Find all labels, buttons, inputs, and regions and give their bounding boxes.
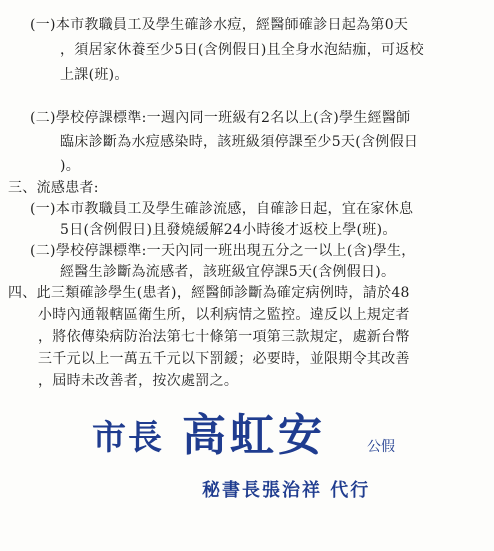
section-heading: 三、流感患者: [8, 180, 99, 196]
text-line: (二)學校停課標準:一週內同一班級有2名以上(含)學生經醫師 [30, 110, 411, 126]
text-line: ，須居家休養至少5日(含例假日)且全身水泡結痂，可返校 [60, 42, 424, 58]
text-line: ，將依傳染病防治法第七十條第一項第三款規定，處新台幣 [38, 329, 410, 345]
text-line: ，屆時未改善者，按次處罰之。 [38, 373, 239, 389]
text-line: 5日(含例假日)且發燒緩解24小時後才返校上學(班)。 [60, 222, 397, 238]
text-line: 小時內通報轄區衛生所，以利病情之監控。違反以上規定者 [38, 307, 410, 323]
signature-name: 高虹安 [182, 410, 326, 461]
text-line: (一)本市教職員工及學生確診水痘，經醫師確診日起為第0天 [30, 17, 409, 33]
text-line: 三千元以上一萬五千元以下罰鍰；必要時，並限期令其改善 [38, 351, 410, 367]
text-line: )。 [60, 158, 81, 174]
section-heading: 四、此三類確診學生(患者)，經醫師診斷為確定病例時，請於48 [8, 285, 410, 301]
text-line: 上課(班)。 [60, 67, 129, 83]
signature-note: 公假 [367, 439, 395, 455]
signature-block [0, 410, 494, 520]
signature-title: 市長 [92, 418, 164, 458]
text-line: 臨床診斷為水痘感染時，該班級須停課至少5天(含例假日 [60, 134, 419, 150]
text-line: (一)本市教職員工及學生確診流感，自確診日起，宜在家休息 [30, 201, 414, 217]
text-line: (二)學校停課標準:一天內同一班出現五分之一以上(含)學生， [30, 243, 416, 259]
signature-deputy: 秘書長張治祥 代行 [202, 480, 371, 501]
text-line: 經醫生診斷為流感者，該班級宜停課5天(含例假日)。 [60, 264, 396, 280]
